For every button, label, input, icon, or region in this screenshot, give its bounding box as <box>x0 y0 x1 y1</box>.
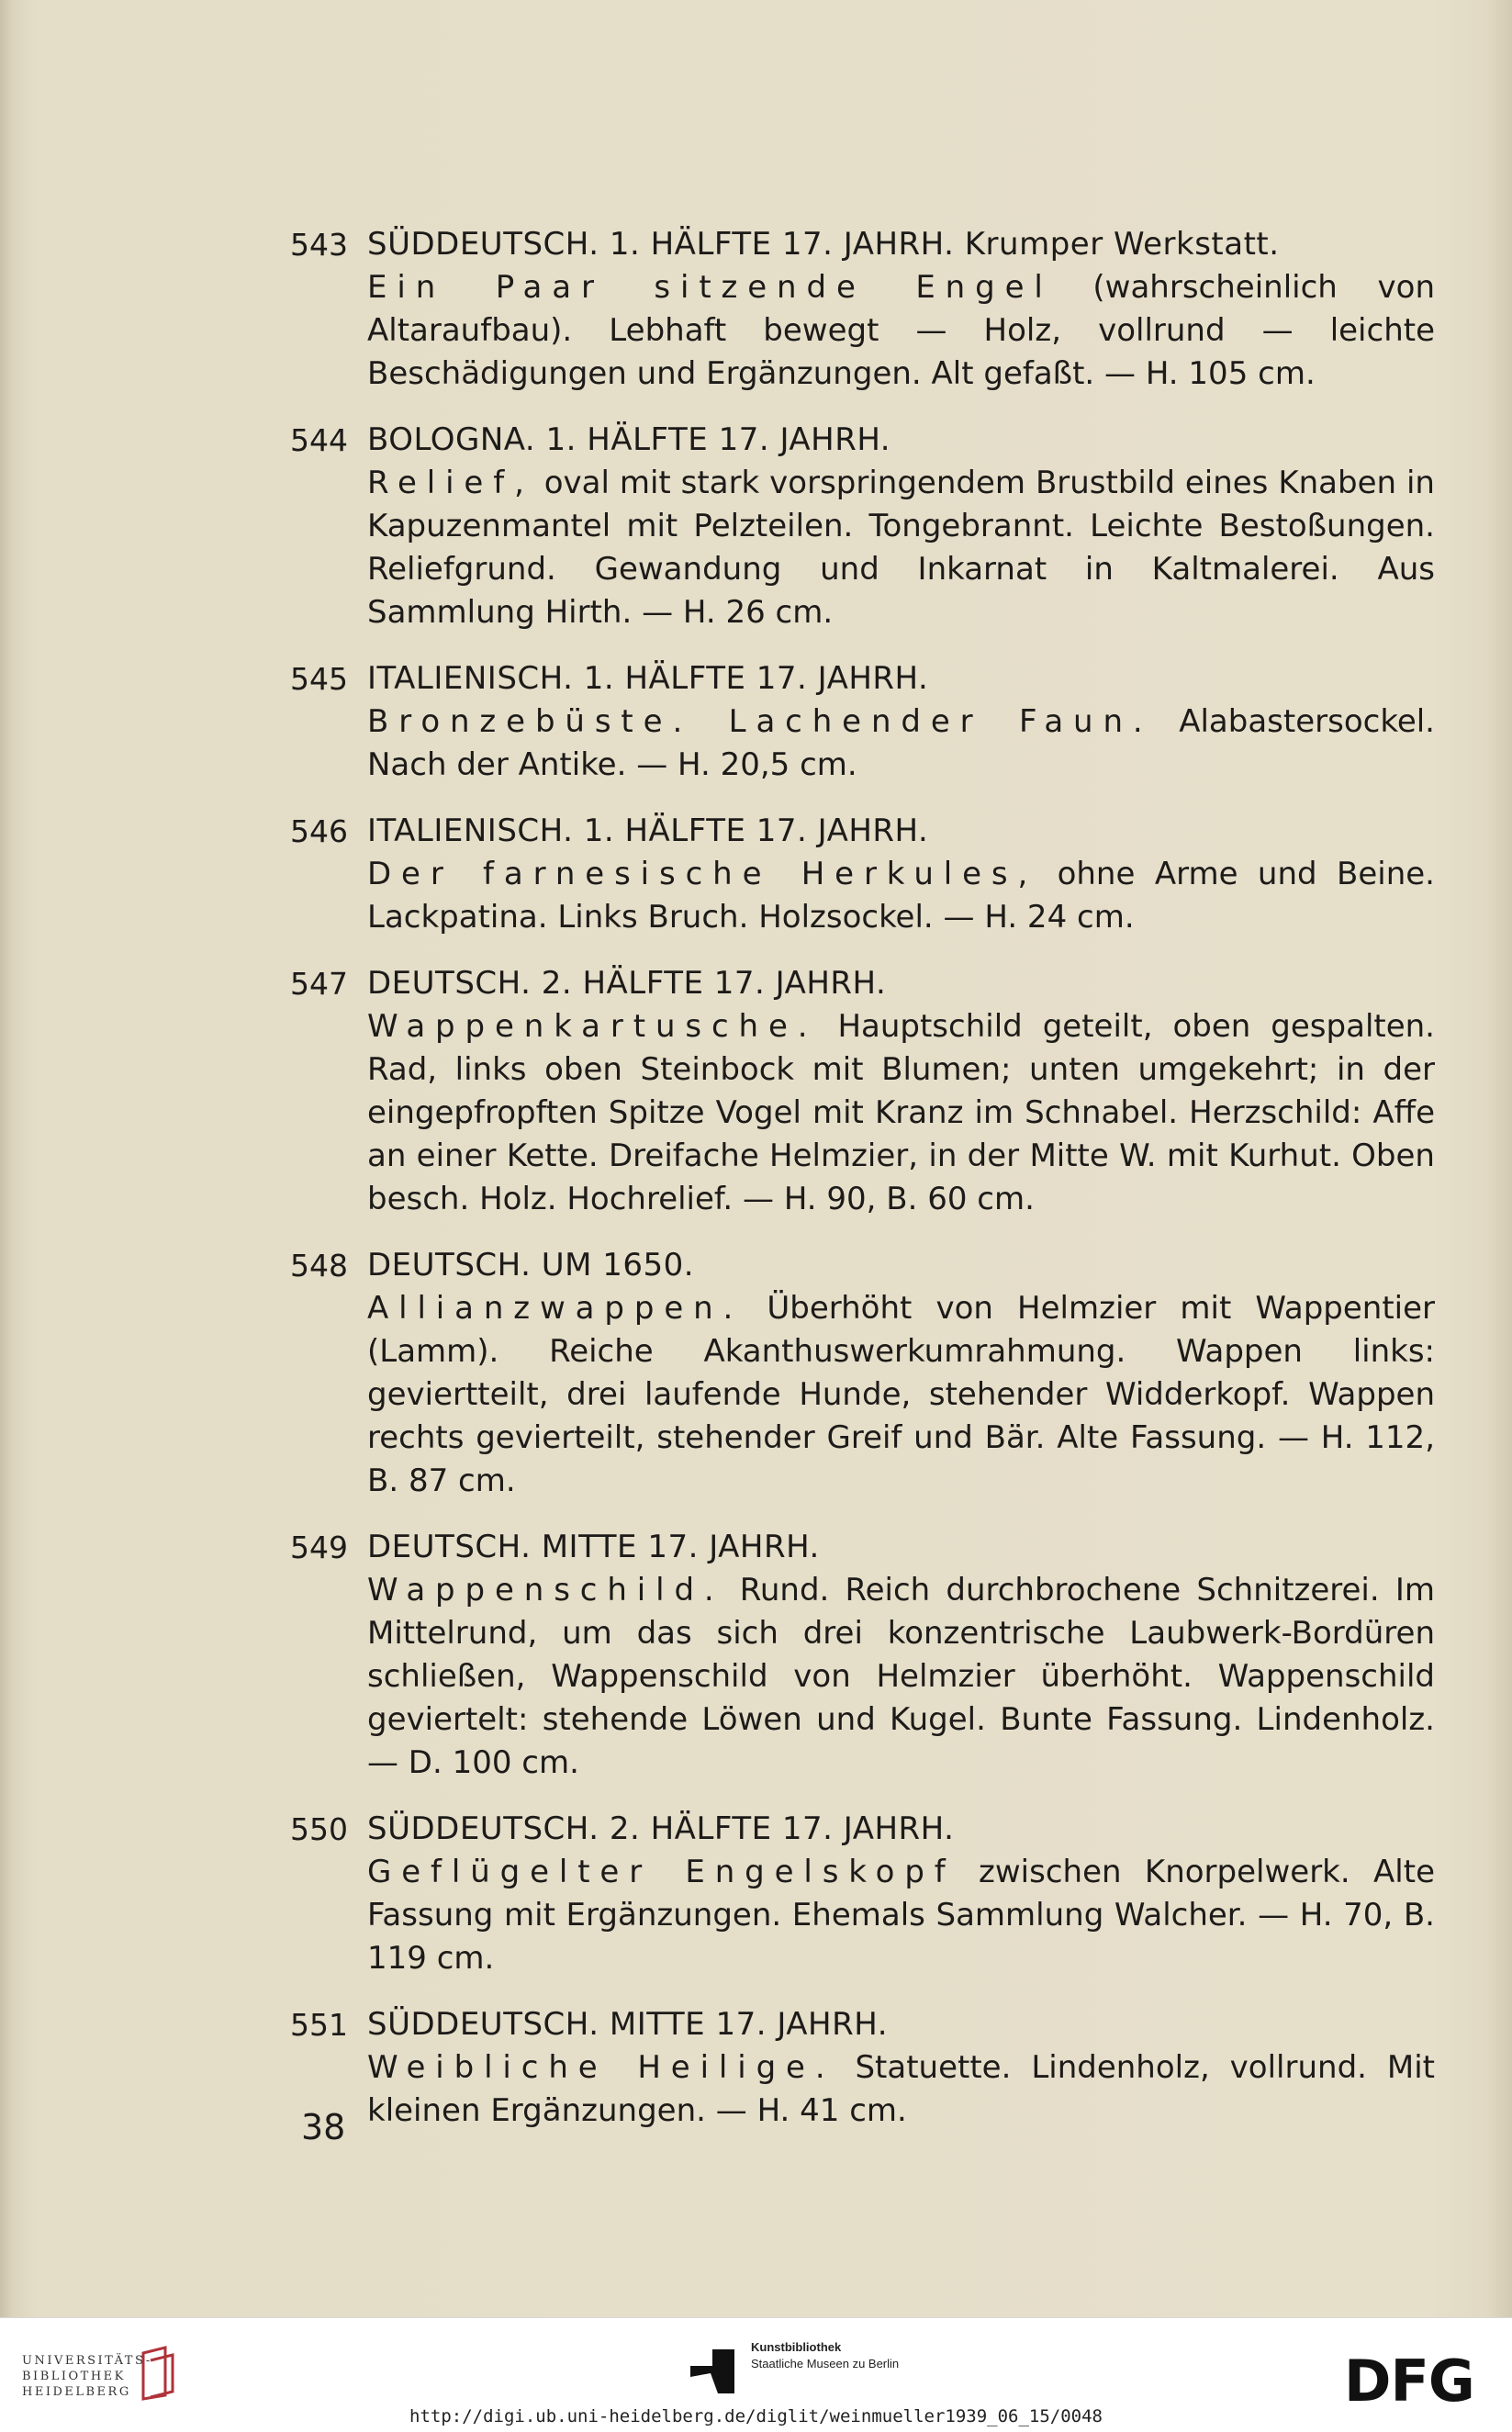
entry-heading: DEUTSCH. MITTE 17. JAHRH. <box>367 1529 820 1565</box>
entry-body <box>367 962 1435 1221</box>
lot-number: 545 <box>290 661 348 697</box>
university-line: BIBLIOTHEK <box>22 2370 126 2383</box>
page-number: 38 <box>301 2107 346 2147</box>
university-line: HEIDELBERG <box>22 2385 131 2399</box>
catalog-entry <box>292 223 1435 396</box>
object-title: Wappenkartusche. <box>367 1008 818 1045</box>
permalink-url[interactable]: http://digi.ub.uni-heidelberg.de/diglit/weinmueller1939_06_15/0048 <box>409 2406 1103 2426</box>
entry-body <box>367 1526 1435 1785</box>
entry-description <box>367 700 1435 787</box>
entry-heading: ITALIENISCH. 1. HÄLFTE 17. JAHRH. <box>367 813 929 849</box>
lot-number: 551 <box>290 2007 348 2043</box>
object-title: Relief, <box>367 465 534 501</box>
object-title: Weibliche Heilige. <box>367 2049 835 2086</box>
library-subtitle: Staatliche Museen zu Berlin <box>751 2357 900 2370</box>
object-title: Wappenschild. <box>367 1572 724 1608</box>
lot-number: 549 <box>290 1530 348 1565</box>
entry-heading: ITALIENISCH. 1. HÄLFTE 17. JAHRH. <box>367 660 929 697</box>
object-details: Alabastersockel. Nach der Antike. — H. 20,5 cm. <box>367 703 1435 783</box>
lot-number: 544 <box>290 422 348 458</box>
entry-description <box>367 1287 1435 1503</box>
library-name: Kunstbibliothek <box>751 2340 842 2354</box>
university-library-logo[interactable] <box>22 2353 152 2400</box>
entry-heading: SÜDDEUTSCH. 2. HÄLFTE 17. JAHRH. <box>367 1810 955 1847</box>
entry-heading: DEUTSCH. 2. HÄLFTE 17. JAHRH. <box>367 965 887 1002</box>
entry-body <box>367 223 1435 396</box>
lot-number: 548 <box>290 1248 348 1283</box>
entry-description <box>367 2046 1435 2133</box>
entry-heading: SÜDDEUTSCH. MITTE 17. JAHRH. <box>367 2006 888 2043</box>
object-details: zwischen Knorpelwerk. Alte Fassung mit Ergänzungen. Ehemals Sammlung Walcher. — H. 70, B. 119 cm. <box>367 1854 1435 1977</box>
object-details: oval mit stark vorspringendem Brustbild eines Knaben in Kapuzenmantel mit Pelzteilen. Tongebrannt. Leichte Bestoßungen. Reliefgrund. Gewandung und Inkarnat in Kaltmalerei. Aus Sammlung Hirth. — H. 26 cm. <box>367 465 1435 631</box>
catalog-entry <box>292 1808 1435 1980</box>
object-title: Bronzebüste. Lachender Faun. <box>367 703 1153 740</box>
object-details: Überhöht von Helmzier mit Wappentier (Lamm). Reiche Akanthuswerkumrahmung. Wappen links: geviertteilt, drei laufende Hunde, stehender Widderkopf. Wappen rechts gevierteilt, stehender Greif und Bär. Alte Fassung. — H. 112, B. 87 cm. <box>367 1290 1435 1499</box>
catalog-entry <box>292 1244 1435 1503</box>
entry-body <box>367 1808 1435 1980</box>
entry-heading: SÜDDEUTSCH. 1. HÄLFTE 17. JAHRH. Krumper Werkstatt. <box>367 226 1280 263</box>
kunstbibliothek-mark-icon <box>690 2349 734 2393</box>
entry-description <box>367 1005 1435 1221</box>
object-details: (wahrscheinlich von Altaraufbau). Lebhaft bewegt — Holz, vollrund — leichte Beschädigungen und Ergänzungen. Alt gefaßt. — H. 105 cm. <box>367 269 1435 392</box>
object-details: Hauptschild geteilt, oben gespalten. Rad, links oben Steinbock mit Blumen; unten umgekehrt; in der eingepfropften Spitze Vogel mit Kranz im Schnabel. Herzschild: Affe an einer Kette. Dreifache Helmzier, in der Mitte W. mit Kurhut. Oben besch. Holz. Hochrelief. — H. 90, B. 60 cm. <box>367 1008 1435 1217</box>
object-title: Allianzwappen. <box>367 1290 744 1327</box>
entry-description <box>367 266 1435 396</box>
entry-description <box>367 1851 1435 1980</box>
entry-body <box>367 419 1435 634</box>
university-emblem-icon <box>138 2346 180 2401</box>
lot-number: 543 <box>290 227 348 263</box>
university-line: UNIVERSITÄTS- <box>22 2354 152 2368</box>
catalog-entry <box>292 962 1435 1221</box>
entry-body <box>367 810 1435 939</box>
object-details: Statuette. Lindenholz, vollrund. Mit kleinen Ergänzungen. — H. 41 cm. <box>367 2049 1436 2129</box>
entry-body <box>367 657 1435 787</box>
object-title: Geflügelter Engelskopf <box>367 1854 956 1890</box>
catalog-entry <box>292 810 1435 939</box>
entry-description <box>367 853 1435 939</box>
digitization-footer <box>0 2317 1512 2432</box>
catalog-entry <box>292 419 1435 634</box>
catalog-entry <box>292 2003 1435 2133</box>
object-details: Rund. Reich durchbrochene Schnitzerei. Im Mittelrund, um das sich drei konzentrische Laubwerk-Bordüren schließen, Wappenschild von Helmzier überhöht. Wappenschild geviertelt: stehende Löwen und Kugel. Bunte Fassung. Lindenholz. — D. 100 cm. <box>367 1572 1435 1781</box>
entry-body <box>367 2003 1435 2133</box>
catalog-entry <box>292 657 1435 787</box>
entry-heading: DEUTSCH. UM 1650. <box>367 1247 695 1283</box>
entry-description <box>367 462 1435 634</box>
catalog-entry <box>292 1526 1435 1785</box>
entry-body <box>367 1244 1435 1503</box>
lot-number: 547 <box>290 966 348 1002</box>
lot-number: 546 <box>290 813 348 849</box>
entry-heading: BOLOGNA. 1. HÄLFTE 17. JAHRH. <box>367 421 891 458</box>
catalog-entries <box>292 223 1435 2156</box>
object-details: ohne Arme und Beine. Lackpatina. Links Bruch. Holzsockel. — H. 24 cm. <box>367 856 1435 936</box>
dfg-logo[interactable]: DFG <box>1344 2348 1474 2415</box>
lot-number: 550 <box>290 1811 348 1847</box>
entry-description <box>367 1569 1435 1785</box>
object-title: Ein Paar sitzende Engel <box>367 269 1053 306</box>
object-title: Der farnesische Herkules, <box>367 856 1038 892</box>
